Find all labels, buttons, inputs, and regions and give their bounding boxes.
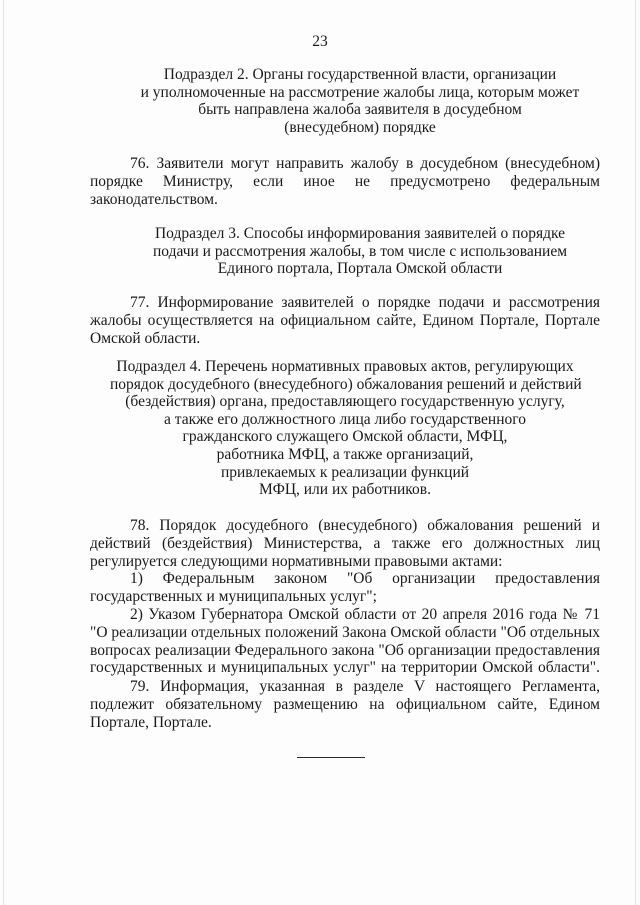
heading-line: Подраздел 4. Перечень нормативных правовых актов, регулирующих [116, 358, 574, 375]
heading-line: Единого портала, Портала Омской области [217, 260, 503, 278]
scan-edge-left [3, 0, 4, 905]
subsection-3-heading [140, 225, 580, 278]
paragraph-line: Портале, Портале. [90, 713, 212, 731]
paragraph-line: 76. Заявители могут направить жалобу в досудебном (внесудебном) [130, 155, 600, 172]
heading-line: подачи и рассмотрения жалобы, в том числе с использованием [152, 242, 568, 260]
page-number: 23 [312, 33, 328, 50]
paragraph-line: "О реализации отдельных положений Закона Омской области "Об отдельных [90, 623, 600, 641]
heading-line: Подраздел 3. Способы информирования заявителей о порядке [154, 225, 566, 242]
paragraph-line: действий (бездействия) Министерства, а также его должностных лиц [90, 534, 600, 552]
paragraph-line: порядке Министру, если иное не предусмотрено федеральным [90, 172, 600, 190]
heading-line: а также его должностного лица либо государственного [164, 410, 526, 428]
paragraph-line: 1) Федеральным законом "Об организации предоставления [130, 570, 600, 587]
paragraph-line: жалобы осуществляется на официальном сайте, Едином Портале, Портале [90, 311, 600, 329]
paragraph-line: государственных и муниципальных услуг" на территории Омской области". [90, 659, 600, 677]
heading-line: и уполномоченные на рассмотрение жалобы лица, которым может [140, 83, 580, 101]
paragraph-line: 77. Информирование заявителей о порядке подачи и рассмотрения [130, 294, 600, 311]
paragraph-line: Омской области. [90, 329, 201, 347]
paragraph-line: законодательством. [90, 190, 218, 208]
heading-line: привлекаемых к реализации функций [220, 463, 470, 481]
paragraph-78 [90, 517, 600, 570]
scan-edge-right [635, 0, 636, 905]
paragraph-line: 79. Информация, указанная в разделе V настоящего Регламента, [130, 678, 600, 695]
paragraph-line: государственных и муниципальных услуг"; [90, 587, 377, 605]
paragraph-line: подлежит обязательному размещению на официальном сайте, Едином [90, 695, 600, 713]
paragraph-line: вопросах реализации Федерального закона "Об организации предоставления [90, 641, 600, 659]
paragraph-77 [90, 294, 600, 347]
heading-line: Подраздел 2. Органы государственной власти, организации [163, 66, 557, 83]
heading-line: (внесудебном) порядке [284, 118, 436, 136]
heading-line: быть направлена жалоба заявителя в досудебном [198, 101, 522, 119]
list-item-1 [90, 570, 600, 606]
paragraph-line: регулируется следующими нормативными правовыми актами: [90, 552, 503, 570]
heading-line: гражданского служащего Омской области, МФЦ, [182, 428, 508, 446]
heading-line: (бездействия) органа, предоставляющего государственную услугу, [125, 393, 565, 411]
heading-line: порядок досудебного (внесудебного) обжалования решений и действий [110, 375, 582, 393]
list-item-2 [90, 606, 600, 677]
subsection-4-heading [110, 358, 580, 499]
end-separator-line [297, 757, 365, 758]
heading-line: работника МФЦ, а также организаций, [216, 445, 474, 463]
subsection-2-heading [140, 66, 580, 136]
paragraph-76 [90, 155, 600, 208]
paragraph-line: 2) Указом Губернатора Омской области от 20 апреля 2016 года № 71 [130, 606, 600, 623]
paragraph-line: 78. Порядок досудебного (внесудебного) обжалования решений и [130, 517, 600, 534]
paragraph-79 [90, 678, 600, 731]
heading-line: МФЦ, или их работников. [259, 481, 431, 499]
